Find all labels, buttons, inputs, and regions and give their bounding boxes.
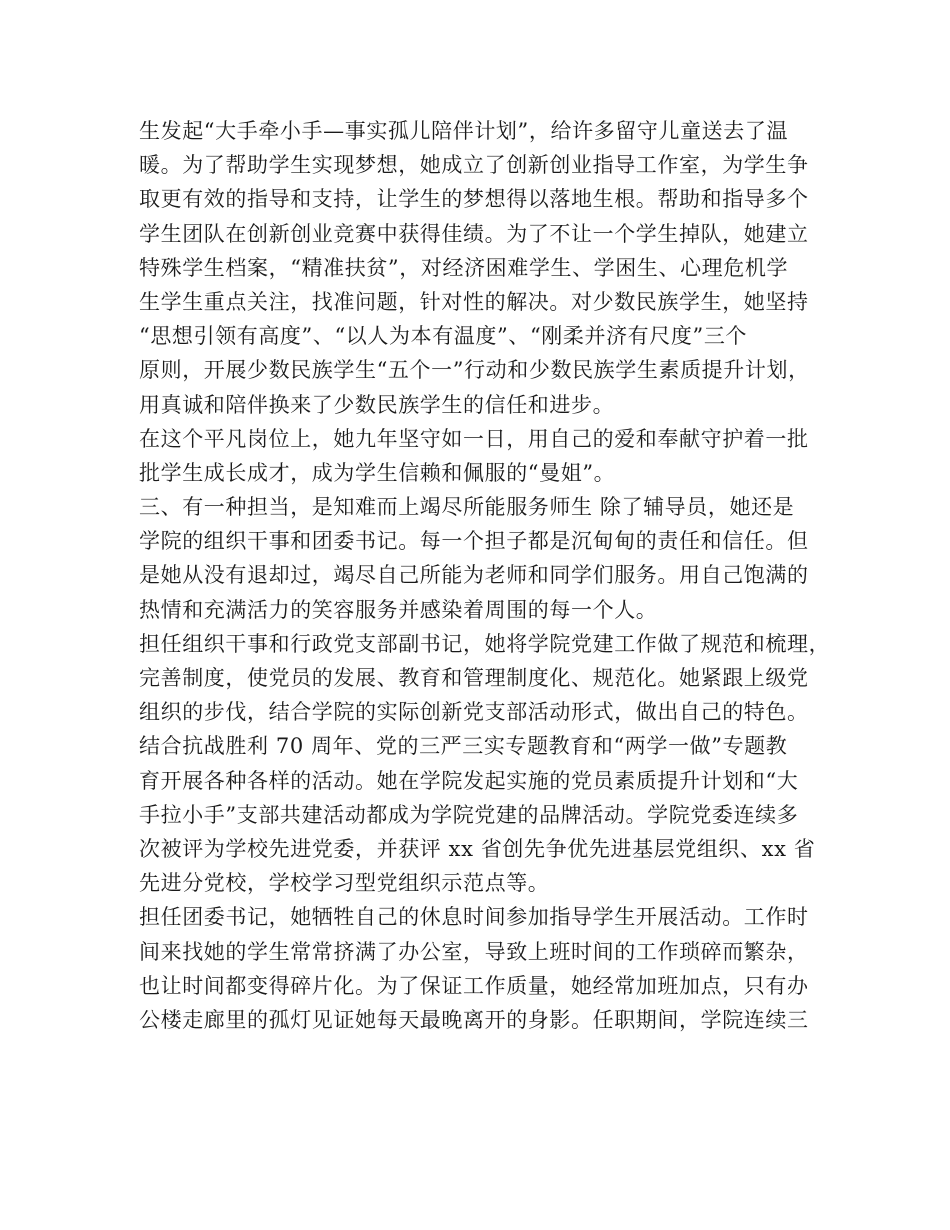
text-line: 热情和充满活力的笑容服务并感染着周围的每一个人。: [139, 597, 658, 622]
text-line: 用真诚和陪伴换来了少数民族学生的信任和进步。: [139, 392, 615, 417]
text-line: 组织的步伐，结合学院的实际创新党支部活动形式，做出自己的特色。: [139, 700, 809, 725]
text-line: 学生团队在创新创业竞赛中获得佳绩。为了不让一个学生掉队，她建立: [139, 221, 809, 246]
text-line: 三、有一种担当，是知难而上竭尽所能服务师生 除了辅导员，她还是: [139, 495, 795, 520]
text-line: 先进分党校，学校学习型党组织示范点等。: [139, 871, 550, 896]
text-line: 生学生重点关注，找准问题，针对性的解决。对少数民族学生，她坚持: [139, 289, 809, 314]
text-line: 担任团委书记，她牺牲自己的休息时间参加指导学生开展活动。工作时: [139, 905, 809, 930]
text-line: 暖。为了帮助学生实现梦想，她成立了创新创业指导工作室，为学生争: [139, 153, 809, 178]
text-line: 也让时间都变得碎片化。为了保证工作质量，她经常加班加点，只有办: [139, 973, 809, 998]
text-line: 次被评为学校先进党委，并获评 xx 省创先争优先进基层党组织、xx 省: [139, 836, 816, 861]
text-line: 原则，开展少数民族学生“五个一”行动和少数民族学生素质提升计划，: [139, 358, 810, 383]
text-line: 间来找她的学生常常挤满了办公室，导致上班时间的工作琐碎而繁杂，: [139, 939, 809, 964]
text-line: 学院的组织干事和团委书记。每一个担子都是沉甸甸的责任和信任。但: [139, 529, 809, 554]
text-line: 完善制度，使党员的发展、教育和管理制度化、规范化。她紧跟上级党: [139, 666, 809, 690]
text-line: 取更有效的指导和支持，让学生的梦想得以落地生根。帮助和指导多个: [139, 187, 809, 212]
text-line: 生发起“大手牵小手—事实孤儿陪伴计划”，给许多留守儿童送去了温: [139, 119, 789, 143]
text-line: 在这个平凡岗位上，她九年坚守如一日，用自己的爱和奉献守护着一批: [139, 426, 809, 451]
text-line: 育开展各种各样的活动。她在学院发起实施的党员素质提升计划和“大: [139, 768, 799, 793]
text-line: 是她从没有退却过，竭尽自己所能为老师和同学们服务。用自己饱满的: [139, 563, 809, 588]
text-line: 结合抗战胜利 70 周年、党的三严三实专题教育和“两学一做”专题教: [139, 734, 788, 759]
text-line: 担任组织干事和行政党支部副书记，她将学院党建工作做了规范和梳理，: [139, 631, 831, 656]
body-text: [139, 114, 839, 1037]
text-line: 特殊学生档案，“精准扶贫”，对经济困难学生、学困生、心理危机学: [139, 255, 789, 280]
text-line: 公楼走廊里的孤灯见证她每天最晚离开的身影。任职期间，学院连续三: [139, 1007, 809, 1032]
text-line: “思想引领有高度”、“以人为本有温度”、“刚柔并济有尺度”三个: [139, 324, 748, 349]
text-line: 批学生成长成才，成为学生信赖和佩服的“曼姐”。: [139, 460, 616, 485]
text-line: 手拉小手”支部共建活动都成为学院党建的品牌活动。学院党委连续多: [139, 802, 799, 827]
